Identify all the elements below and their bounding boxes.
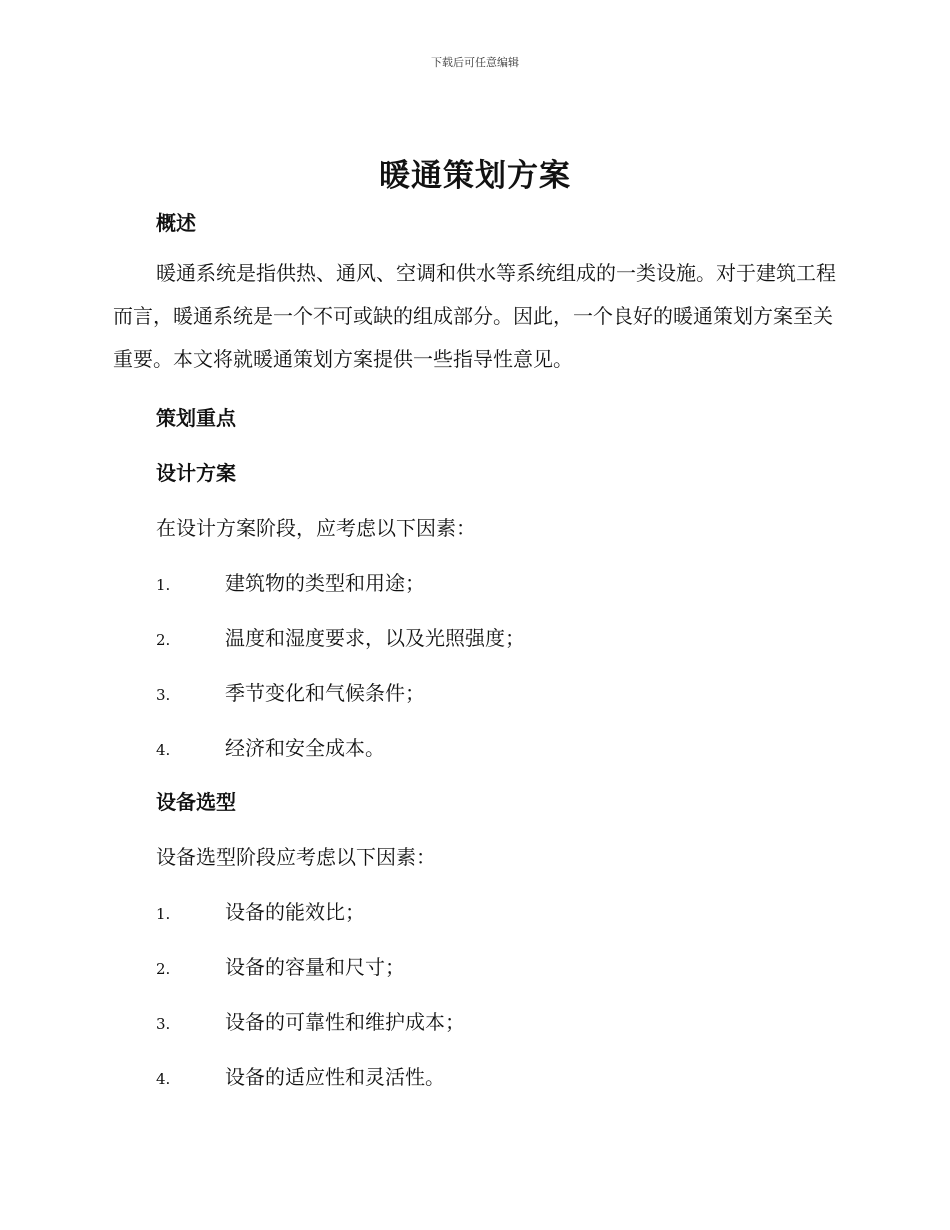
list-item-text: 季节变化和气候条件； [225, 681, 425, 705]
list-item-number: 4. [156, 741, 171, 759]
section-heading-design: 设计方案 [156, 461, 236, 485]
list-item-number: 1. [156, 905, 171, 923]
document-title: 暖通策划方案 [379, 158, 571, 194]
list-item-text: 设备的适应性和灵活性。 [225, 1065, 445, 1089]
list-item-text: 温度和湿度要求，以及光照强度； [225, 626, 525, 650]
header-note: 下载后可任意编辑 [431, 56, 519, 69]
list-item [156, 896, 365, 925]
list-item-text: 经济和安全成本。 [225, 736, 385, 760]
list-item-number: 2. [156, 960, 171, 978]
section-heading-planning: 策划重点 [156, 406, 236, 430]
list-item-text: 设备的可靠性和维护成本； [225, 1010, 465, 1034]
list-item [156, 732, 385, 761]
list-item [156, 1061, 445, 1090]
list-item [156, 567, 425, 596]
list-item [156, 677, 425, 706]
list-item-number: 4. [156, 1070, 171, 1088]
list-item-text: 建筑物的类型和用途； [225, 571, 425, 595]
list-item-number: 3. [156, 1015, 171, 1033]
list-item-number: 2. [156, 631, 171, 649]
list-item-number: 1. [156, 576, 171, 594]
list-item-text: 设备的能效比； [225, 900, 365, 924]
design-intro: 在设计方案阶段，应考虑以下因素： [156, 516, 476, 540]
list-item-number: 3. [156, 686, 171, 704]
section-heading-equipment: 设备选型 [156, 790, 236, 814]
equipment-intro: 设备选型阶段应考虑以下因素： [156, 845, 436, 869]
list-item [156, 1006, 465, 1035]
list-item-text: 设备的容量和尺寸； [225, 955, 405, 979]
list-item [156, 622, 525, 651]
overview-paragraph: 暖通系统是指供热、通风、空调和供水等系统组成的一类设施。对于建筑工程而言，暖通系统是一个不可或缺的组成部分。因此，一个良好的暖通策划方案至关重要。本文将就暖通策划方案提供一些指导性意见。 [113, 261, 836, 371]
list-item [156, 951, 405, 980]
section-heading-overview: 概述 [156, 211, 196, 235]
